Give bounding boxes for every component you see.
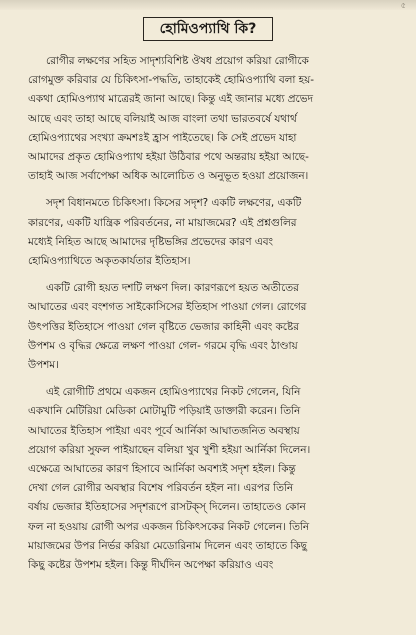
page-number: ৫ bbox=[400, 1, 406, 10]
text-line: একথা হোমিওপ্যাথ মাত্রেরই জানা আছে। কিন্তু এই জানার মধ্যে প্রভেদ bbox=[28, 93, 313, 106]
text-line: ফল না হওয়ায় রোগী অপর একজন চিকিৎসকের নিকট গেলেন। তিনি bbox=[28, 520, 310, 533]
page-top-strip bbox=[0, 0, 416, 10]
text-line: রোগীর লক্ষণের সহিত সাদৃশ্যবিশিষ্ট ঔষধ প্রয়োগ করিয়া রোগীকে bbox=[46, 55, 309, 67]
paragraph bbox=[28, 194, 396, 271]
text-line: আছে এবং তাহা আছে বলিয়াই আজ বাংলা তথা ভারতবর্ষে যথার্থ bbox=[28, 112, 297, 125]
text-line: কারণের, একটি যান্ত্রিক পরিবর্তনের, না মায়াজমের? এই প্রশ্নগুলির bbox=[28, 216, 297, 229]
page-title: হোমিওপ্যাথি কি? bbox=[143, 17, 273, 41]
text-line: তাহাই আজ সর্বাপেক্ষা অধিক আলোচিত ও অনুভূত হওয়া প্রয়োজন। bbox=[28, 170, 309, 183]
paragraph bbox=[28, 52, 396, 186]
text-line: উপশম। bbox=[28, 359, 59, 372]
body-text bbox=[28, 52, 396, 583]
text-line: একখানি মেটিরিয়া মেডিকা মোটামুটি পড়িয়াই ডাক্তারী করেন। তিনি bbox=[28, 405, 301, 418]
text-line: কিছু কষ্টের উপশম হইল। কিন্তু দীর্ঘদিন অপেক্ষা করিয়াও এবং bbox=[28, 559, 274, 572]
text-line: দেখা গেল রোগীর অবস্থার বিশেষ পরিবর্তন হইল না। এরপর তিনি bbox=[28, 482, 294, 495]
text-line: মায়াজমের উপর নির্ভর করিয়া মেডোরিনাম দিলেন এবং তাহাতে কিছু bbox=[28, 539, 307, 552]
text-line: উৎপত্তির ইতিহাসে পাওয়া গেল বৃষ্টিতে ভেজার কাহিনী এবং কষ্টের bbox=[28, 320, 299, 333]
text-line: একটি রোগী হয়ত দশটি লক্ষণ দিল। কারণরূপে হয়ত অতীতের bbox=[46, 282, 299, 295]
text-line: প্রয়োগ করিয়া সুফল পাইয়াছেন বলিয়া খুব খুশী হইয়া আর্নিকা দিলেন। bbox=[28, 443, 311, 456]
paragraph bbox=[28, 279, 396, 375]
text-line: সদৃশ বিধানমতে চিকিৎসা। কিসের সদৃশ? একটি লক্ষণের, একটি bbox=[46, 197, 302, 210]
text-line: আমাদের প্রকৃত হোমিওপ্যাথ হইয়া উঠিবার পথে অন্তরায় হইয়া আছে- bbox=[28, 151, 309, 164]
text-line: হোমিওপ্যাথের সংখ্যা ক্রমশঃই হ্রাস পাইতেছে। কি সেই প্রভেদ যাহা bbox=[28, 131, 297, 144]
text-line: এই রোগীটি প্রথমে একজন হোমিওপ্যাথের নিকট গেলেন, যিনি bbox=[46, 386, 301, 399]
text-line: মধ্যেই নিহিত আছে আমাদের দৃষ্টিভঙ্গির প্রভেদের কারণ এবং bbox=[28, 235, 273, 248]
paragraph bbox=[28, 383, 396, 575]
text-line: আঘাতের ইতিহাস পাইয়া এবং পূর্বে আর্নিকা আঘাতজনিত অবস্থায় bbox=[28, 424, 300, 437]
text-line: হোমিওপ্যাথিতে অকৃতকার্যতার ইতিহাস। bbox=[28, 255, 191, 268]
text-line: উপশম ও বৃদ্ধির ক্ষেত্রে লক্ষণ পাওয়া গেল- গরমে বৃদ্ধি এবং ঠাণ্ডায় bbox=[28, 339, 298, 352]
text-line: রোগমুক্ত করিবার যে চিকিৎসা-পদ্ধতি, তাহাকেই হোমিওপ্যাথি বলা হয়- bbox=[28, 74, 315, 87]
text-line: বর্ষায় ভেজার ইতিহাসের সদৃশরূপে রাসটক্স্‌ দিলেন। তাহাতেও কোন bbox=[28, 501, 306, 514]
text-line: এক্ষেত্রে আঘাতের কারণ হিসাবে আর্নিকা অবশ্যই সদৃশ হইল। কিন্তু bbox=[28, 463, 296, 476]
text-line: আঘাতের এবং বংশগত সাইকোসিসের ইতিহাস পাওয়া গেল। রোগের bbox=[28, 301, 307, 314]
